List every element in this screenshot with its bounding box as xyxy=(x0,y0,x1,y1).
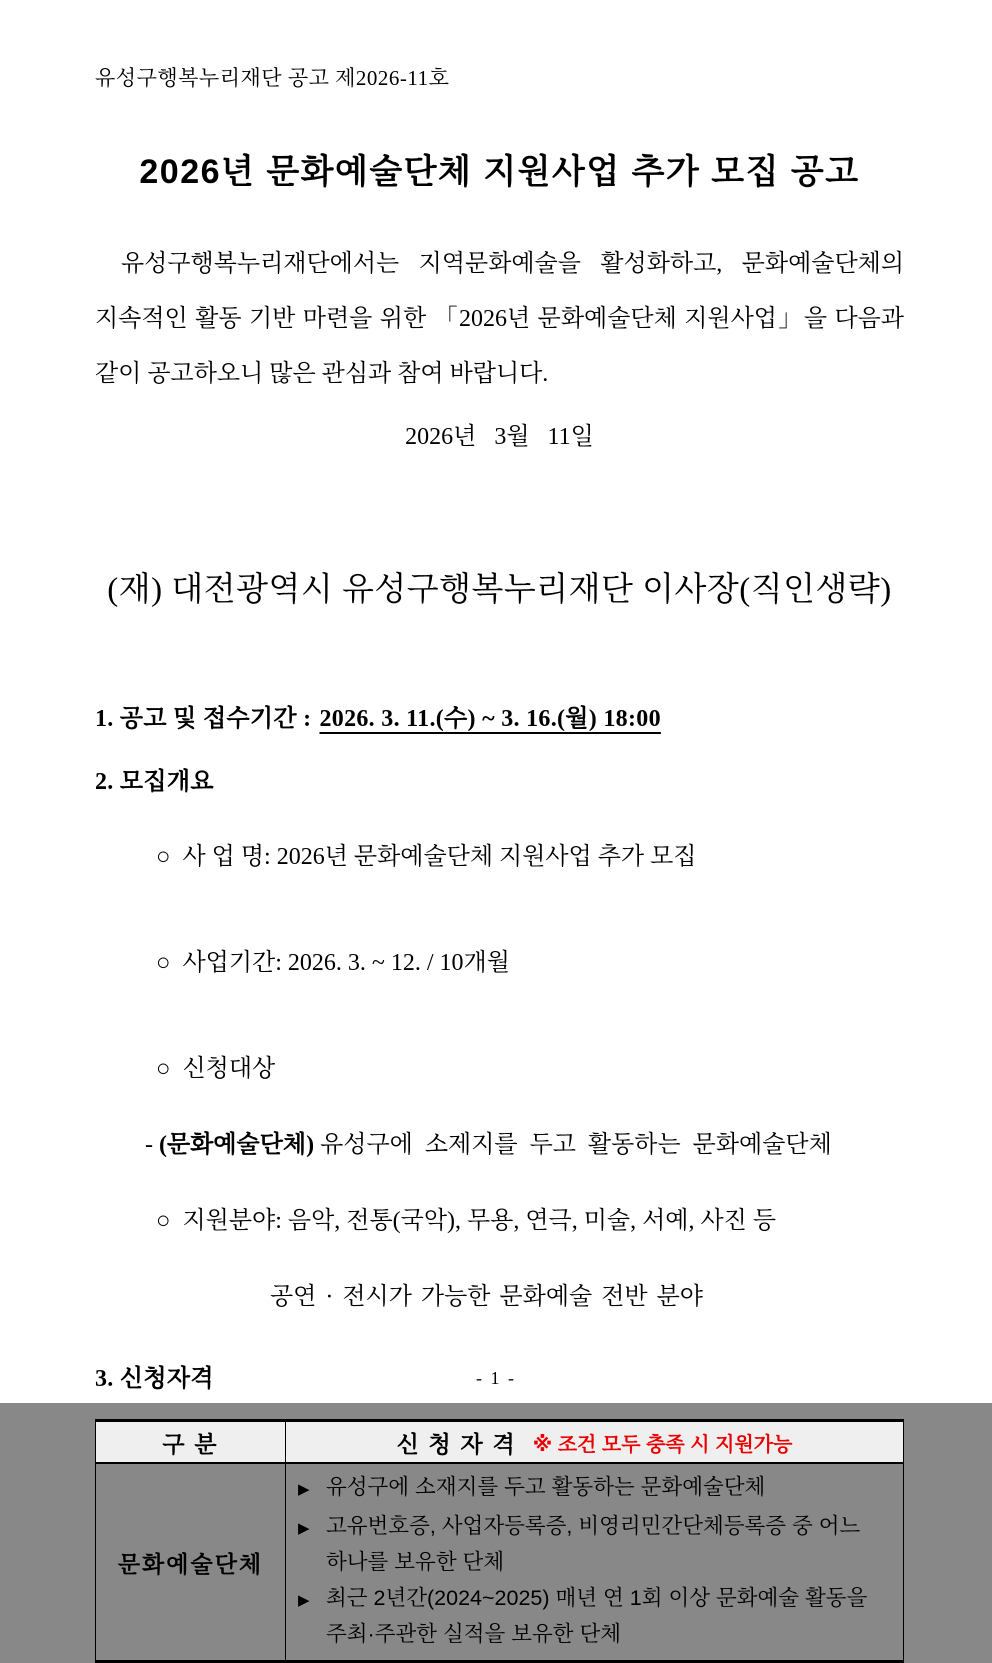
page-number: - 1 - xyxy=(476,1368,516,1388)
circle-bullet-icon: ○ xyxy=(156,1208,171,1234)
list-item-target-detail xyxy=(95,1130,904,1160)
list-item-project-name xyxy=(95,812,904,902)
intro-paragraph: 유성구행복누리재단에서는 지역문화예술을 활성화하고, 문화예술단체의 지속적인 활동 기반 마련을 위한 「2026년 문화예술단체 지원사업」을 다음과 같이 공고하오니 많은 관심과 참여 바랍니다. xyxy=(95,251,904,387)
announcement-date: 2026년 3월 11일 xyxy=(405,424,594,450)
target-detail-text: 유성구에 소제지를 두고 활동하는 문화예술단체 xyxy=(320,1132,832,1158)
table-header-row xyxy=(96,1422,903,1464)
circle-bullet-icon: ○ xyxy=(156,1056,171,1082)
list-item-support-fields xyxy=(95,1176,904,1266)
list-item-text: 사업기간: 2026. 3. ~ 12. / 10개월 xyxy=(182,950,510,976)
triangle-bullet-icon: ▶ xyxy=(298,1520,310,1537)
issuer-line: (재) 대전광역시 유성구행복누리재단 이사장(직인생략) xyxy=(107,572,892,608)
application-period: 2026. 3. 11.(수) ~ 3. 16.(월) 18:00 xyxy=(319,706,661,732)
section-3-heading: 3. 신청자격 xyxy=(95,1366,214,1392)
circle-bullet-icon: ○ xyxy=(156,950,171,976)
qualification-table xyxy=(95,1419,904,1663)
table-header-note: ※ 조건 모두 충족 시 지원가능 xyxy=(532,1433,793,1456)
support-fields-continuation: 공연 · 전시가 가능한 문화예술 전반 분야 xyxy=(270,1284,703,1310)
list-item-text: 사 업 명: 2026년 문화예술단체 지원사업 추가 모집 xyxy=(182,844,697,870)
section-1-heading xyxy=(95,698,904,733)
list-item-text: 지원분야: 음악, 전통(국악), 무용, 연극, 미술, 서예, 사진 등 xyxy=(182,1208,777,1234)
triangle-bullet-icon: ▶ xyxy=(298,1481,310,1498)
section-1-label: 1. 공고 및 접수기간 : xyxy=(95,706,312,732)
qualification-bullet xyxy=(298,1508,893,1580)
qualification-text: 최근 2년간(2024~2025) 매년 연 1회 이상 문화예술 활동을 주최·주관한 실적을 보유한 단체 xyxy=(326,1586,880,1646)
list-item-target xyxy=(95,1024,904,1114)
table-cell-qualifications xyxy=(286,1464,903,1660)
qualification-bullet xyxy=(298,1469,893,1508)
table-header-qualification-label: 신 청 자 격 xyxy=(396,1431,517,1457)
page-title: 2026년 문화예술단체 지원사업 추가 모집 공고 xyxy=(139,153,860,191)
list-item-text: 신청대상 xyxy=(182,1056,276,1082)
qualification-text: 고유번호증, 사업자등록증, 비영리민간단체등록증 중 어느 하나를 보유한 단체 xyxy=(326,1514,867,1574)
table-row xyxy=(96,1464,903,1660)
list-item-project-period xyxy=(95,918,904,1008)
qualification-text: 유성구에 소재지를 두고 활동하는 문화예술단체 xyxy=(326,1475,766,1499)
table-header-category: 구 분 xyxy=(96,1422,286,1462)
doc-number: 유성구행복누리재단 공고 제2026-11호 xyxy=(95,66,450,90)
dash-bullet-icon: - xyxy=(145,1132,153,1158)
triangle-bullet-icon: ▶ xyxy=(298,1592,310,1609)
section-2-heading: 2. 모집개요 xyxy=(95,769,214,795)
qualification-bullet xyxy=(298,1580,893,1652)
circle-bullet-icon: ○ xyxy=(156,844,171,870)
target-detail-bold: (문화예술단체) xyxy=(159,1132,315,1158)
table-header-qualification xyxy=(286,1422,903,1462)
table-cell-category: 문화예술단체 xyxy=(96,1464,286,1660)
